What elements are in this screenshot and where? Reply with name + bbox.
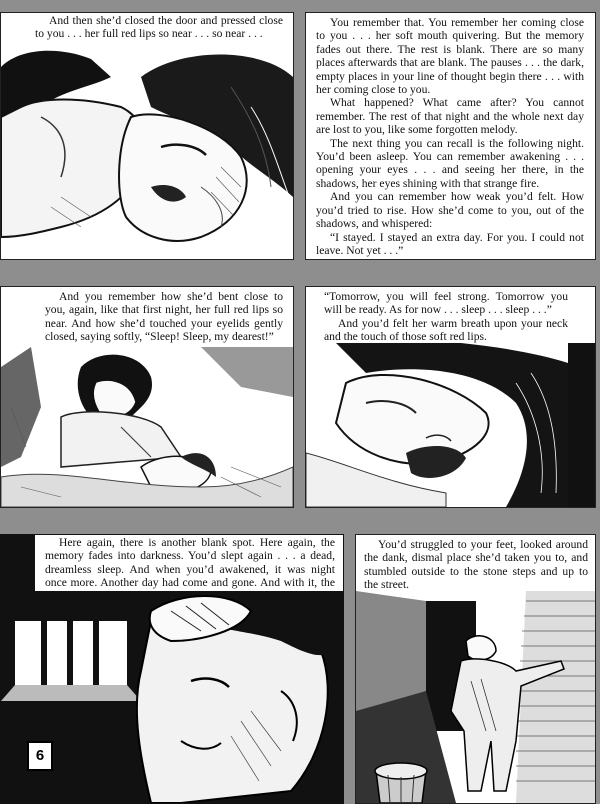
panel-6 (355, 534, 596, 804)
woman-over-sleeper-illustration (1, 347, 293, 507)
caption-paragraph: You’d struggled to your feet, looked around the dank, dismal place she’d taken you to, and stumbled outside to the stone steps and up to the street. (364, 538, 588, 592)
panel-1-caption (35, 14, 283, 41)
caption-paragraph: Here again, there is another blank spot. Here again, the memory fades into darkness. You’d slept again . . . a dead, dreamless sleep. And when you’d awakened, it was night once more. Another day had come and gone. And with it, the (45, 536, 335, 590)
panel-3-caption (45, 290, 283, 344)
panel-1 (0, 12, 294, 260)
caption-paragraph: And you can remember how weak you’d felt. How you’d tried to rise. How she’d come to you, out of the shadows, and whispered: (316, 190, 584, 231)
panel-2-caption (316, 16, 584, 257)
caption-paragraph: “I stayed. I stayed an extra day. For you. I could not leave. Not yet . . .” (316, 230, 584, 257)
panel-4-caption (324, 290, 568, 344)
kiss-closeup-illustration (1, 47, 293, 259)
panel-5 (0, 534, 344, 804)
panel-4 (305, 286, 596, 508)
caption-paragraph: What happened? What came after? You cannot remember. The rest of that night and the whole next day are lost to you, like some forgotten melody. (316, 96, 584, 137)
panel-3 (0, 286, 294, 508)
caption-paragraph: And you remember how she’d bent close to you, again, like that first night, her full red lips so near. And how she’d touched your eyelids gently closed, saying softly, “Sleep! Sleep, my dearest!” (45, 290, 283, 344)
caption-paragraph: You remember that. You remember her coming close to you . . . her soft mouth quivering. But the memory fades out there. The rest is blank. There are so many places afterwards that are blank. The pauses . . . the dark, empty places in your line of thought begin there . . . with her coming close to you. (316, 16, 584, 97)
caption-paragraph: And you’d felt her warm breath upon your neck and the touch of those soft red lips. (324, 316, 568, 344)
caption-paragraph: The next thing you can recall is the following night. You’d been asleep. You can remember awakening . . . opening your eyes . . . and seeing her there, in the shadows, her eyes shining with that strange fire. (316, 136, 584, 190)
man-at-brick-wall-illustration (356, 591, 595, 803)
panel-2 (305, 12, 596, 260)
page-number: 6 (27, 741, 53, 771)
man-hand-on-head-illustration (1, 591, 343, 803)
panel-6-caption (364, 538, 588, 592)
caption-paragraph: And then she’d closed the door and pressed close to you . . . her full red lips so near . . . so near . . . (35, 14, 283, 41)
neck-kiss-illustration (306, 343, 595, 507)
caption-paragraph: “Tomorrow, you will feel strong. Tomorrow you will be ready. As for now . . . sleep . . . sleep . . .” (324, 290, 568, 317)
